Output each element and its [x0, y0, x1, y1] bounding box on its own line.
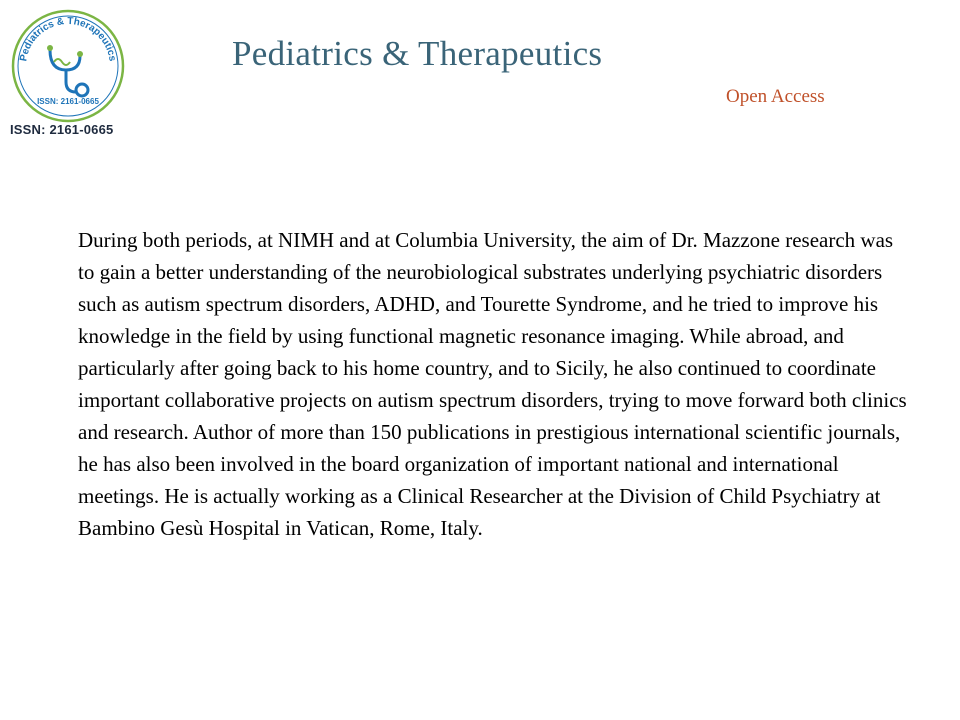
issn-label: ISSN: 2161-0665	[10, 122, 114, 137]
body-paragraph: During both periods, at NIMH and at Columbia University, the aim of Dr. Mazzone research was to gain a better understanding of the neurobiological substrates underlying psychiatric disorders such as autism spectrum disorders, ADHD, and Tourette Syndrome, and he tried to improve his knowledge in the field by using functional magnetic resonance imaging. While abroad, and particularly after going back to his home country, and to Sicily, he also continued to coordinate important collaborative projects on autism spectrum disorders, trying to move forward both clinics and research. Author of more than 150 publications in prestigious international scientific journals, he has also been involved in the board organization of important national and international meetings. He is actually working as a Clinical Researcher at the Division of Child Psychiatry at Bambino Gesù Hospital in Vatican, Rome, Italy.	[78, 228, 907, 540]
open-access-label: Open Access	[726, 86, 825, 107]
journal-logo	[10, 8, 126, 124]
logo-ring-text: Pediatrics & Therapeutics	[18, 15, 118, 63]
journal-title: Pediatrics & Therapeutics	[232, 34, 603, 73]
logo-issn: ISSN: 2161-0665	[37, 97, 99, 106]
stethoscope-seal-icon	[10, 8, 126, 124]
